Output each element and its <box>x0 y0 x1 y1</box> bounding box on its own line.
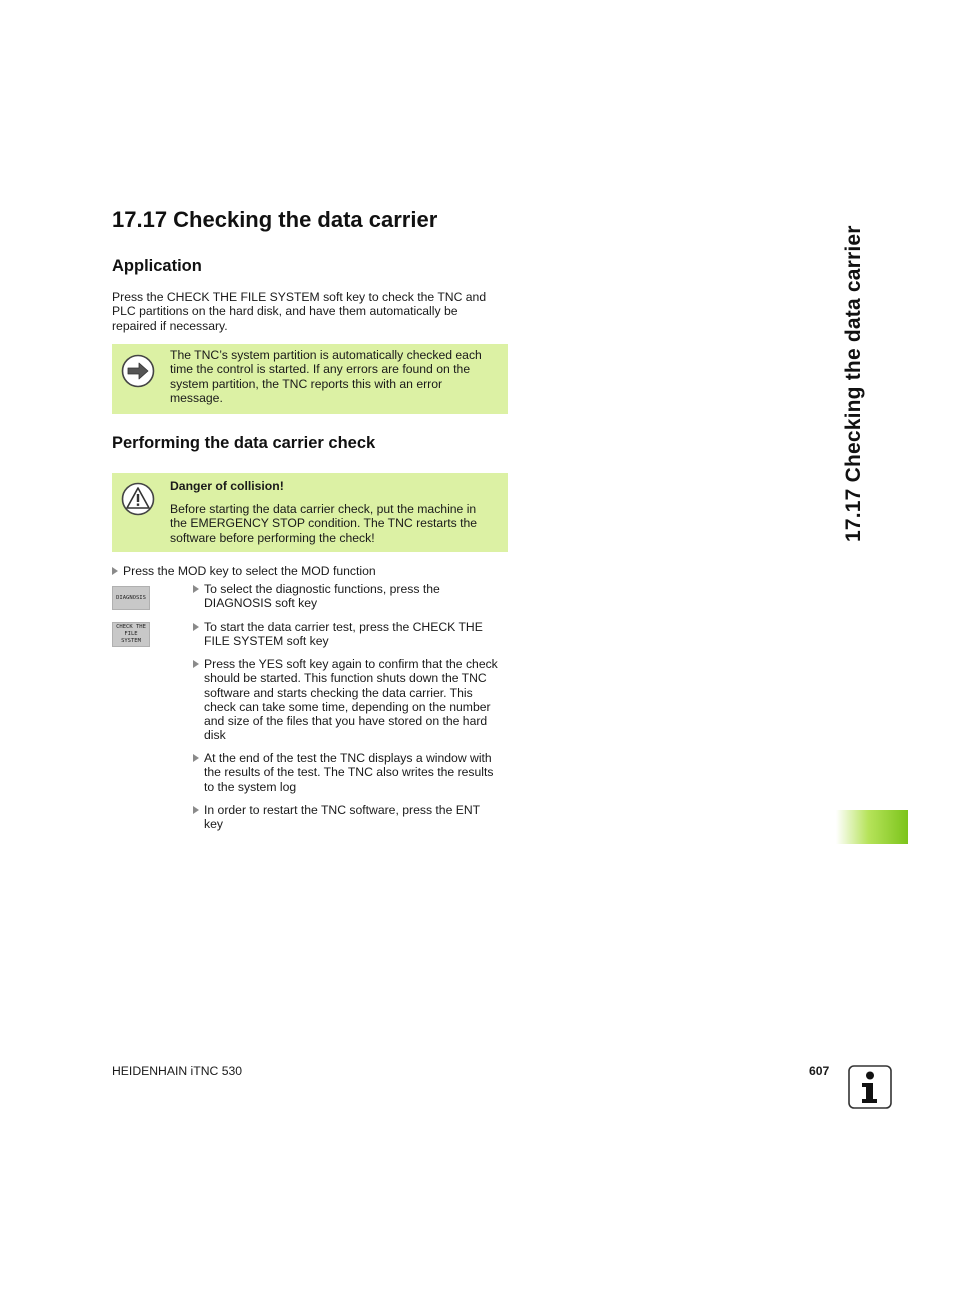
bullet-triangle-icon <box>193 623 199 631</box>
bullet-triangle-icon <box>193 585 199 593</box>
section-title-performing-check: Performing the data carrier check <box>112 434 376 452</box>
side-chapter-title: 17.17 Checking the data carrier <box>842 225 865 542</box>
application-paragraph <box>112 290 512 333</box>
substep-line: disk <box>204 728 226 743</box>
substep <box>193 803 508 832</box>
softkey-label: FILE <box>124 631 138 637</box>
softkey-label: SYSTEM <box>121 638 141 644</box>
page-title: 17.17 Checking the data carrier <box>112 207 438 232</box>
note-line: The TNC’s system partition is automatically checked each <box>170 348 482 362</box>
substep <box>193 582 508 611</box>
substep-line: To select the diagnostic functions, press the <box>204 582 440 596</box>
bullet-triangle-icon <box>112 567 118 575</box>
softkey-label: CHECK THE <box>116 624 146 630</box>
step-text: Press the MOD key to select the MOD function <box>123 564 376 578</box>
info-note-text <box>170 348 500 405</box>
info-icon[interactable] <box>848 1065 892 1109</box>
substep-line: Press the YES soft key again to confirm that the check <box>204 657 498 671</box>
substep-line: key <box>204 817 223 832</box>
softkey-label: DIAGNOSIS <box>116 594 146 601</box>
substep-line: the results of the test. The TNC also writes the results <box>204 765 494 780</box>
substep <box>193 657 508 743</box>
check-file-system-softkey[interactable] <box>112 622 150 647</box>
bullet-triangle-icon <box>193 660 199 668</box>
substep-line: In order to restart the TNC software, press the ENT <box>204 803 481 817</box>
substep-line: and size of the files that you have stored on the hard <box>204 714 488 729</box>
bullet-triangle-icon <box>193 754 199 762</box>
warning-icon <box>121 482 155 516</box>
substep-line: to the system log <box>204 779 297 794</box>
paragraph-line: repaired if necessary. <box>112 318 228 333</box>
warning-line: software before performing the check! <box>170 530 375 545</box>
substep-line: check can take some time, depending on the number <box>204 699 491 714</box>
paragraph-line: PLC partitions on the hard disk, and have them automatically be <box>112 304 458 319</box>
substep-line: At the end of the test the TNC displays a window with <box>204 751 492 765</box>
substep <box>193 751 508 794</box>
warning-note <box>112 473 508 552</box>
warning-line: the EMERGENCY STOP condition. The TNC restarts the <box>170 516 478 531</box>
note-line: time the control is started. If any errors are found on the <box>170 362 471 377</box>
bullet-triangle-icon <box>193 806 199 814</box>
note-line: system partition, the TNC reports this with an error <box>170 376 443 391</box>
substep <box>193 620 508 649</box>
substep-line: should be started. This function shuts down the TNC <box>204 671 487 686</box>
page-number: 607 <box>809 1064 830 1078</box>
footer-product: HEIDENHAIN iTNC 530 <box>112 1064 243 1078</box>
substep-line: To start the data carrier test, press the CHECK THE <box>204 620 483 634</box>
step-main <box>112 564 376 578</box>
diagnosis-softkey[interactable] <box>112 586 150 610</box>
substep-line: FILE SYSTEM soft key <box>204 634 329 649</box>
note-line: message. <box>170 390 223 405</box>
paragraph-line: Press the CHECK THE FILE SYSTEM soft key to check the TNC and <box>112 290 487 304</box>
info-note <box>112 344 508 414</box>
warning-title: Danger of collision! <box>170 479 284 493</box>
substep-line: DIAGNOSIS soft key <box>204 596 318 611</box>
arrow-right-icon <box>121 354 155 388</box>
chapter-tab <box>836 810 908 844</box>
warning-line: Before starting the data carrier check, put the machine in <box>170 502 477 516</box>
section-title-application: Application <box>112 257 202 275</box>
warning-text <box>170 502 500 545</box>
substep-line: software and starts checking the data carrier. This <box>204 685 473 700</box>
